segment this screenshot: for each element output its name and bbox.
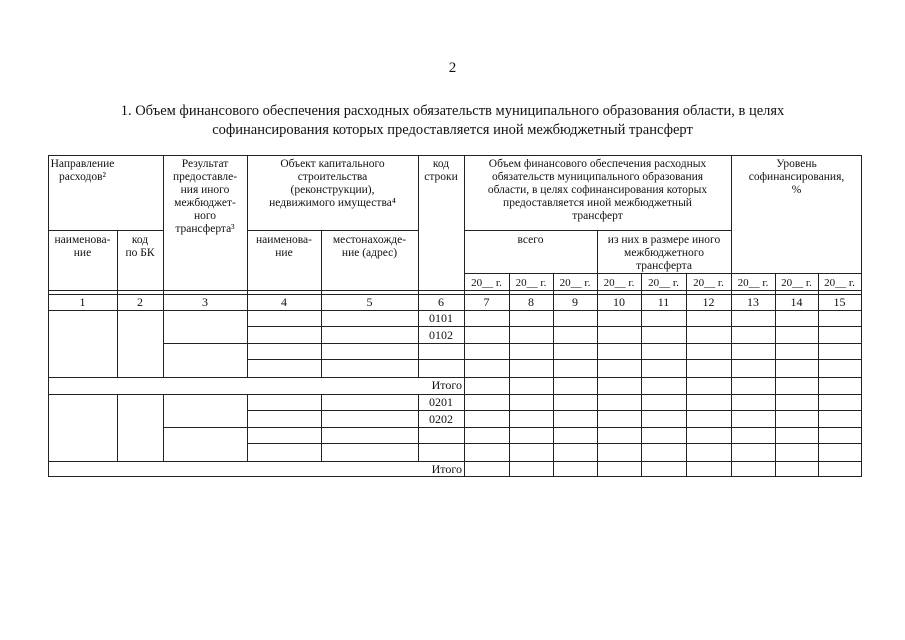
header-volume-line-2: обязательств муниципального образования — [491, 171, 704, 183]
column-number-7: 7 — [483, 295, 490, 309]
header-result-line-6: трансферта³ — [175, 223, 235, 235]
year-label-9: 20__ г. — [559, 277, 591, 289]
title-line-1: 1. Объем финансового обеспечения расходных обязательств муниципального образования области, в целях — [120, 103, 785, 119]
column-number-4: 4 — [281, 295, 287, 309]
year-label-8: 20__ г. — [515, 277, 547, 289]
year-label-12: 20__ г. — [693, 277, 724, 289]
header-direction-line-1: Направление — [50, 158, 115, 170]
header-location-line-2: ние (адрес) — [341, 247, 398, 259]
header-name-1-line-1: наименова- — [54, 234, 111, 246]
header-code-line-1: код — [432, 158, 450, 170]
header-volume-line-3: области, в целях софинансирования которых — [487, 184, 708, 196]
column-number-1: 1 — [79, 295, 86, 309]
header-including-line-2: межбюджетного — [624, 247, 704, 259]
column-number-6: 6 — [438, 295, 444, 309]
header-name-2-line-2: ние — [275, 247, 293, 259]
column-number-5: 5 — [366, 295, 373, 309]
year-label-10: 20__ г. — [603, 277, 635, 289]
total-label-1: Итого — [431, 378, 462, 392]
year-label-11: 20__ г. — [648, 277, 679, 289]
header-including-line-3: трансферта — [636, 260, 692, 272]
header-name-1-line-2: ние — [73, 247, 92, 259]
header-name-2-line-1: наименова- — [256, 234, 312, 246]
header-volume — [464, 158, 731, 223]
header-kbk-line-2: по БК — [125, 247, 155, 259]
header-volume-line-4: предоставляется иной межбюджетный — [503, 197, 692, 209]
total-label-2: Итого — [431, 462, 462, 476]
column-number-11: 11 — [657, 295, 670, 309]
header-total: всего — [517, 234, 544, 246]
year-label-14: 20__ г. — [781, 277, 812, 289]
header-code — [418, 158, 464, 184]
header-result — [163, 158, 247, 236]
header-volume-line-5: трансферт — [572, 210, 623, 222]
column-number-8: 8 — [528, 295, 534, 309]
header-level — [731, 158, 862, 197]
title-line-2: софинансирования которых предоставляется иной межбюджетный трансферт — [212, 122, 693, 138]
column-number-13: 13 — [747, 295, 759, 309]
header-volume-line-1: Объем финансового обеспечения расходных — [488, 158, 707, 170]
header-code-line-2: строки — [424, 171, 458, 183]
header-including-line-1: из них в размере иного — [607, 234, 721, 246]
header-direction-line-2: расходов² — [58, 171, 107, 183]
year-label-7: 20__ г. — [471, 277, 502, 289]
row-code-0202: 0202 — [429, 412, 453, 426]
row-code-0101: 0101 — [429, 311, 453, 325]
column-number-9: 9 — [572, 295, 578, 309]
year-label-15: 20__ г. — [824, 277, 855, 289]
column-number-2: 2 — [137, 295, 143, 309]
column-number-12: 12 — [702, 295, 715, 309]
header-result-line-4: межбюджет- — [174, 197, 236, 209]
header-direction — [48, 158, 117, 184]
header-level-line-3: % — [791, 184, 802, 196]
header-object-line-2: строительства — [297, 171, 368, 183]
header-object-line-1: Объект капитального — [280, 158, 385, 170]
header-result-line-2: предоставле- — [172, 171, 238, 183]
header-including — [597, 234, 731, 273]
row-code-0201: 0201 — [429, 395, 453, 409]
column-number-10: 10 — [613, 295, 625, 309]
column-number-3: 3 — [202, 295, 208, 309]
header-name-1 — [48, 234, 117, 260]
header-result-line-3: ния иного — [180, 184, 230, 196]
header-kbk-line-1: код — [131, 234, 149, 246]
header-result-line-5: ного — [193, 210, 217, 222]
column-number-15: 15 — [833, 295, 846, 309]
header-object-line-3: (реконструкции), — [290, 184, 375, 196]
page-number: 2 — [448, 60, 457, 76]
column-number-14: 14 — [790, 295, 803, 309]
header-location — [321, 234, 418, 260]
header-object — [247, 158, 418, 210]
header-result-line-1: Результат — [181, 158, 229, 170]
row-code-0102: 0102 — [429, 328, 453, 342]
header-level-line-2: софинансирования, — [748, 171, 845, 183]
year-label-13: 20__ г. — [737, 277, 769, 289]
header-level-line-1: Уровень — [776, 158, 817, 170]
header-object-line-4: недвижимого имущества⁴ — [269, 197, 396, 209]
header-kbk — [117, 234, 163, 260]
header-location-line-1: местонахожде- — [332, 234, 407, 246]
header-name-2 — [247, 234, 321, 260]
